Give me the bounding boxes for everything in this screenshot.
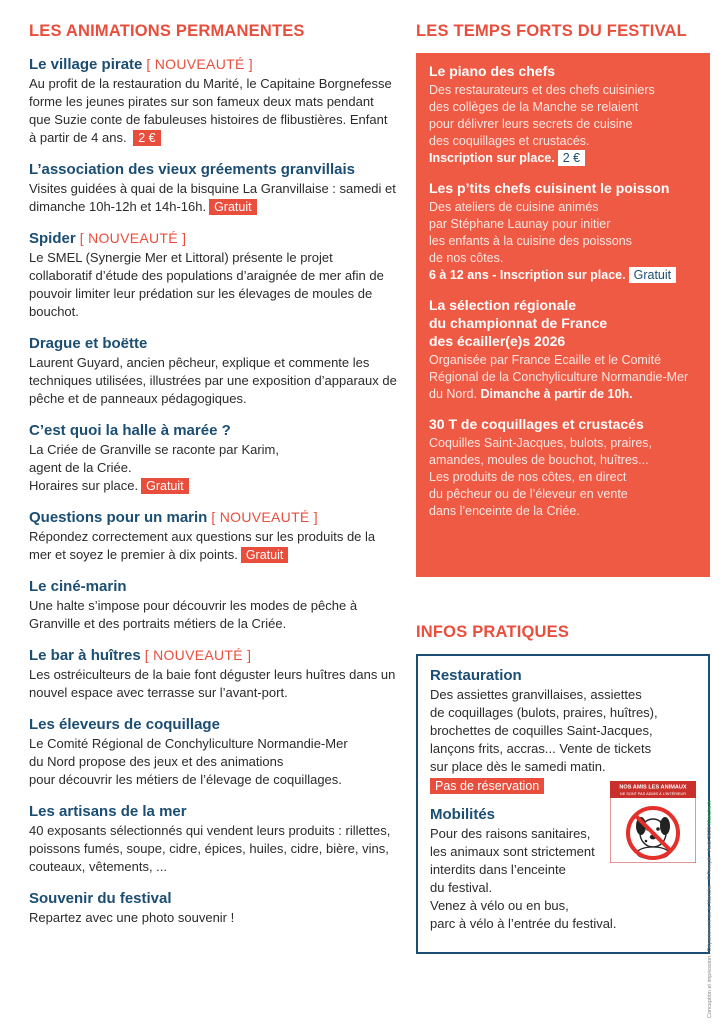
- item-text-line: Horaires sur place.: [29, 478, 139, 493]
- block-title-line: des écailler(e)s 2026: [429, 333, 566, 349]
- block-line: Des ateliers de cuisine animés: [429, 200, 599, 214]
- block-title-line: du championnat de France: [429, 315, 608, 331]
- block-line: pour délivrer leurs secrets de cuisine: [429, 117, 633, 131]
- item-text-line: du Nord propose des jeux et des animations: [29, 754, 284, 769]
- restauration-line: lançons frits, accras... Vente de tickets: [430, 741, 652, 756]
- mobilites-line: interdits dans l’enceinte: [430, 862, 566, 877]
- item-title: Le bar à huîtres: [29, 647, 141, 664]
- block-line: des coquillages et crustacés.: [429, 134, 590, 148]
- item-title: Questions pour un marin: [29, 509, 208, 526]
- item-village-pirate: [29, 55, 397, 147]
- credit-accent: Manche.fr: [707, 800, 713, 825]
- block-line: de nos côtes.: [429, 251, 504, 265]
- block-line: dans l’enceinte de la Criée.: [429, 504, 580, 518]
- new-badge: [ NOUVEAUTÉ ]: [211, 509, 318, 525]
- new-badge: [ NOUVEAUTÉ ]: [146, 56, 253, 72]
- price-tag: 2 €: [558, 150, 585, 166]
- item-text-line: agent de la Criée.: [29, 460, 132, 475]
- item-spider: [29, 229, 397, 321]
- item-artisans-mer: [29, 802, 397, 876]
- item-title: Le village pirate: [29, 56, 143, 73]
- block-selection-regionale: [429, 296, 700, 403]
- temps-forts-box: [416, 53, 710, 577]
- item-text: Le SMEL (Synergie Mer et Littoral) présente le projet collaboratif d’étude des populations d’araignée de mer afin de pouvoir limiter leur prédation sur les élevages de moules de bouchot.: [29, 250, 384, 319]
- item-title: Drague et boëtte: [29, 335, 148, 352]
- infos-pratiques-box: [416, 654, 710, 954]
- restauration-line: de coquillages (bulots, praires, huîtres),: [430, 705, 658, 720]
- item-title: Souvenir du festival: [29, 890, 172, 907]
- block-line: par Stéphane Launay pour initier: [429, 217, 611, 231]
- block-line: amandes, moules de bouchot, huîtres...: [429, 453, 649, 467]
- mobilites-line: du festival.: [430, 880, 493, 895]
- mobilites-line: Pour des raisons sanitaires,: [430, 826, 591, 841]
- item-vieux-greements: [29, 160, 397, 216]
- item-souvenir-festival: [29, 889, 397, 927]
- mobilites-line: parc à vélo à l’entrée du festival.: [430, 916, 617, 931]
- item-text-line: pour découvrir les métiers de l’élevage de coquillages.: [29, 772, 342, 787]
- item-title: L’association des vieux gréements granvillais: [29, 161, 355, 178]
- item-text: Repartez avec une photo souvenir !: [29, 910, 235, 925]
- block-line: des collèges de la Manche se relaient: [429, 100, 639, 114]
- item-text: Visites guidées à quai de la bisquine La Granvillaise : samedi et dimanche 10h-12h et 14h-16h.: [29, 181, 396, 214]
- temps-forts-column: [416, 22, 710, 954]
- animations-title: LES ANIMATIONS PERMANENTES: [29, 22, 305, 40]
- restauration-line: sur place dès le samedi matin.: [430, 759, 606, 774]
- item-questions-marin: [29, 508, 397, 564]
- block-title: 30 T de coquillages et crustacés: [429, 416, 644, 432]
- no-animals-sign-icon: [610, 781, 696, 863]
- block-line: Coquilles Saint-Jacques, bulots, praires,: [429, 436, 653, 450]
- item-text: Répondez correctement aux questions sur les produits de la mer et soyez le premier à dix points.: [29, 529, 376, 562]
- restauration-title: Restauration: [430, 667, 522, 684]
- block-text: Organisée par France Ecaille et le Comité Régional de la Conchyliculture Normandie-Mer du Nord.: [429, 353, 689, 401]
- price-tag: Gratuit: [209, 199, 257, 215]
- sign-line-2: NE SONT PAS ADMIS À L’INTÉRIEUR: [620, 792, 686, 796]
- block-title: Le piano des chefs: [429, 63, 556, 79]
- item-text: Laurent Guyard, ancien pêcheur, explique et commente les techniques utilisées, illustrées par une exposition d’apparaux de pêche et de panneaux pédagogiques.: [29, 355, 397, 406]
- item-text: Au profit de la restauration du Marité, le Capitaine Borgnefesse forme les jeunes pirates sur son fameux deux mats pendant que Suzie conte de fabuleuses histoires de flibustières. Enfant à partir de 4 ans.: [29, 76, 392, 145]
- price-tag: Gratuit: [241, 547, 289, 563]
- temps-forts-title: LES TEMPS FORTS DU FESTIVAL: [416, 22, 687, 40]
- restauration-line: Des assiettes granvillaises, assiettes: [430, 687, 642, 702]
- mobilites-line: les animaux sont strictement: [430, 844, 595, 859]
- mobilites-line: Venez à vélo ou en bus,: [430, 898, 569, 913]
- block-bold-text: Dimanche à partir de 10h.: [480, 387, 633, 401]
- item-text-line: Le Comité Régional de Conchyliculture Normandie-Mer: [29, 736, 348, 751]
- item-title: Les éleveurs de coquillage: [29, 716, 220, 733]
- credit-line: Conception et impression : Département de la Manche · © Freepik · Août 2025 Manche.fr: [707, 800, 713, 1018]
- block-title: Les p’tits chefs cuisinent le poisson: [429, 180, 670, 196]
- price-tag: Gratuit: [629, 267, 677, 283]
- block-line: les enfants à la cuisine des poissons: [429, 234, 632, 248]
- item-text-line: La Criée de Granville se raconte par Karim,: [29, 442, 280, 457]
- mobilites-title: Mobilités: [430, 806, 496, 823]
- item-text: Les ostréiculteurs de la baie font déguster leurs huîtres dans un nouvel espace avec terrasse sur l’avant-port.: [29, 667, 396, 700]
- new-badge: [ NOUVEAUTÉ ]: [144, 647, 252, 663]
- item-eleveurs-coquillage: [29, 715, 397, 789]
- block-bold-line: 6 à 12 ans - Inscription sur place.: [429, 268, 626, 282]
- item-title: Le ciné-marin: [29, 578, 127, 595]
- block-line: Les produits de nos côtes, en direct: [429, 470, 627, 484]
- sign-line-1: NOS AMIS LES ANIMAUX: [619, 784, 687, 791]
- block-piano-chefs: [429, 62, 700, 167]
- item-drague-boette: [29, 334, 397, 408]
- item-cine-marin: [29, 577, 397, 633]
- new-badge: [ NOUVEAUTÉ ]: [79, 230, 187, 246]
- block-ptits-chefs: [429, 179, 700, 284]
- price-tag: 2 €: [133, 130, 160, 146]
- block-bold-line: Inscription sur place.: [429, 151, 555, 165]
- item-title: Les artisans de la mer: [29, 803, 187, 820]
- animations-column: [29, 22, 397, 927]
- item-text: Une halte s’impose pour découvrir les modes de pêche à Granville et des portraits métiers de la Criée.: [29, 598, 358, 631]
- no-reservation-tag: Pas de réservation: [430, 778, 544, 794]
- block-30t-coquillages: [429, 415, 700, 520]
- block-title-line: La sélection régionale: [429, 297, 577, 313]
- block-line: du pêcheur ou de l’éleveur en vente: [429, 487, 628, 501]
- item-bar-huitres: [29, 646, 397, 702]
- infos-pratiques-title: INFOS PRATIQUES: [416, 623, 570, 641]
- item-title: Spider: [29, 230, 76, 247]
- block-line: Des restaurateurs et des chefs cuisiniers: [429, 83, 655, 97]
- price-tag: Gratuit: [141, 478, 189, 494]
- item-title: C’est quoi la halle à marée ?: [29, 422, 231, 439]
- restauration-line: brochettes de coquilles Saint-Jacques,: [430, 723, 653, 738]
- item-halle-maree: [29, 421, 397, 495]
- item-text: 40 exposants sélectionnés qui vendent leurs produits : rillettes, poissons fumés, soupe, cidre, épices, huiles, cidre, bière, vins, couteaux, vêtements, ...: [29, 823, 391, 874]
